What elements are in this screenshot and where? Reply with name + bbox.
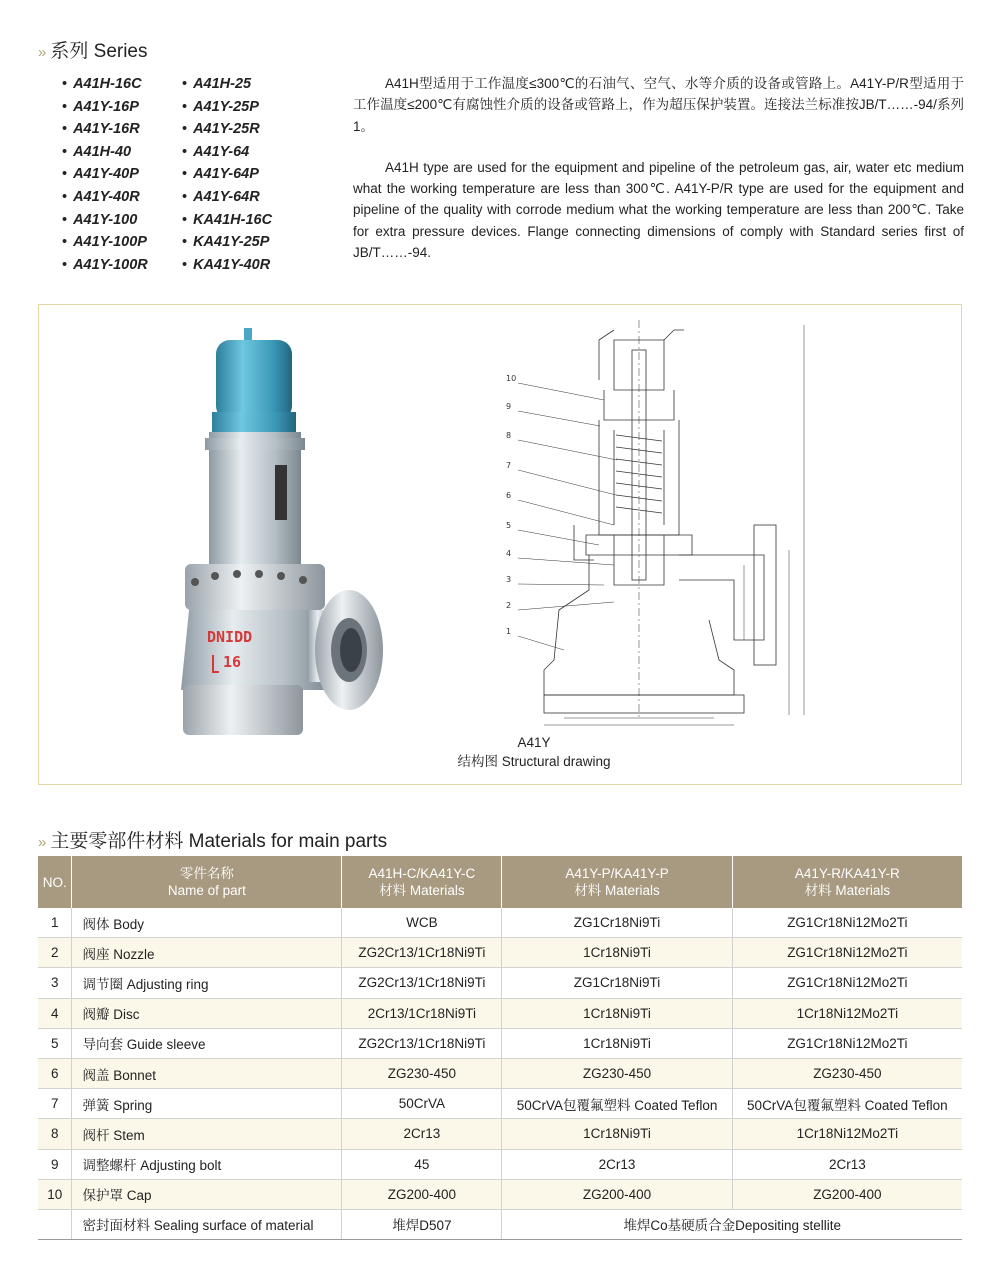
drawing-part-number: 9 xyxy=(506,402,512,411)
materials-heading xyxy=(38,826,387,853)
series-item xyxy=(182,254,272,277)
series-model: A41Y-40R xyxy=(73,188,140,205)
table-row xyxy=(38,1028,962,1058)
part-name: 阀座 Nozzle xyxy=(72,938,342,968)
part-name: 弹簧 Spring xyxy=(72,1089,342,1119)
material-p: 1Cr18Ni9Ti xyxy=(502,1028,732,1058)
series-item xyxy=(62,141,148,164)
material-r: 1Cr18Ni12Mo2Ti xyxy=(732,1119,962,1149)
series-model: A41H-40 xyxy=(73,143,132,160)
series-model: A41Y-40P xyxy=(73,166,139,183)
part-name: 调节圈 Adjusting ring xyxy=(72,968,342,998)
material-r: 50CrVA包覆氟塑料 Coated Teflon xyxy=(732,1089,962,1119)
bullet-icon: • xyxy=(62,76,68,92)
table-row xyxy=(38,968,962,998)
header-col3-materials: 材料 Materials xyxy=(804,883,891,898)
description-en: A41H type are used for the equipment and pipeline of the petroleum gas, air, water etc medium what the working temperature are less than 300℃. A41Y-P/R type are used for the equipment and pipeline of the quality with corrode medium what the working temperature are less than 200℃. Take for extra pressure devices. Flange connecting dimensions of comply with Standard series first of JB/T……-94. xyxy=(353,159,964,261)
part-name: 保护罩 Cap xyxy=(72,1179,342,1209)
drawing-part-number: 5 xyxy=(506,521,512,530)
description xyxy=(353,73,964,263)
series-model: A41Y-16R xyxy=(73,121,140,138)
series-model: KA41Y-25P xyxy=(193,234,270,251)
material-r: ZG230-450 xyxy=(732,1058,962,1088)
table-row xyxy=(38,1089,962,1119)
row-number: 10 xyxy=(38,1179,72,1209)
series-item xyxy=(62,96,148,119)
bullet-icon: • xyxy=(182,188,188,205)
bullet-icon: • xyxy=(182,234,188,251)
drawing-part-number: 3 xyxy=(506,575,512,584)
series-item xyxy=(182,96,272,119)
valve-marking-brand: DNIDD xyxy=(207,628,253,646)
header-col3-model: A41Y-R/KA41Y-R xyxy=(794,866,900,881)
header-col2-materials: 材料 Materials xyxy=(574,883,660,898)
bullet-icon: • xyxy=(182,166,188,183)
material-r: ZG1Cr18Ni12Mo2Ti xyxy=(732,968,962,998)
bullet-icon: • xyxy=(182,143,188,160)
material-r: 2Cr13 xyxy=(732,1149,962,1179)
series-item xyxy=(182,186,272,209)
series-item xyxy=(62,163,148,186)
series-model: A41Y-25R xyxy=(193,121,260,138)
material-p: ZG1Cr18Ni9Ti xyxy=(502,908,732,938)
series-model: A41Y-64R xyxy=(193,188,260,205)
series-model: A41H-16C xyxy=(73,76,142,92)
material-c: 2Cr13/1Cr18Ni9Ti xyxy=(342,998,502,1028)
material-r: ZG1Cr18Ni12Mo2Ti xyxy=(732,908,962,938)
figure-model: A41Y xyxy=(517,735,551,750)
part-name: 密封面材料 Sealing surface of material xyxy=(72,1209,342,1239)
series-model: KA41Y-40R xyxy=(193,256,271,273)
material-p: 2Cr13 xyxy=(502,1149,732,1179)
series-heading-en: Series xyxy=(93,41,148,62)
material-r: ZG1Cr18Ni12Mo2Ti xyxy=(732,1028,962,1058)
drawing-part-number: 4 xyxy=(506,549,512,558)
valve-photo xyxy=(179,320,414,750)
series-item xyxy=(182,118,272,141)
series-model: A41Y-100R xyxy=(73,256,148,273)
drawing-part-number: 1 xyxy=(506,627,512,636)
header-name xyxy=(72,856,342,908)
row-number: 9 xyxy=(38,1149,72,1179)
material-pr: 堆焊Co基硬质合金Depositing stellite xyxy=(502,1209,962,1239)
material-p: 1Cr18Ni9Ti xyxy=(502,1119,732,1149)
row-number: 5 xyxy=(38,1028,72,1058)
material-p: 1Cr18Ni9Ti xyxy=(502,998,732,1028)
material-c: ZG2Cr13/1Cr18Ni9Ti xyxy=(342,938,502,968)
series-model: A41Y-100P xyxy=(73,234,147,251)
table-row xyxy=(38,998,962,1028)
row-number: 8 xyxy=(38,1119,72,1149)
series-item xyxy=(62,254,148,277)
header-name-zh: 零件名称 xyxy=(179,866,234,881)
row-number: 3 xyxy=(38,968,72,998)
materials-heading-zh: 主要零部件材料 xyxy=(50,831,184,852)
material-c: ZG200-400 xyxy=(342,1179,502,1209)
part-name: 导向套 Guide sleeve xyxy=(72,1028,342,1058)
series-item xyxy=(182,141,272,164)
header-col1 xyxy=(342,856,502,908)
material-r: ZG200-400 xyxy=(732,1179,962,1209)
series-list-right xyxy=(182,73,272,276)
material-c: 2Cr13 xyxy=(342,1119,502,1149)
bullet-icon: • xyxy=(62,166,68,183)
series-item xyxy=(62,73,148,96)
header-col1-model: A41H-C/KA41Y-C xyxy=(368,866,476,881)
material-c: 45 xyxy=(342,1149,502,1179)
chevron-right-icon: » xyxy=(38,834,45,851)
header-no: NO. xyxy=(38,856,72,908)
materials-table xyxy=(38,856,962,1240)
chevron-right-icon: » xyxy=(38,44,45,61)
series-item xyxy=(182,209,272,232)
drawing-part-number: 7 xyxy=(506,461,512,470)
series-model: A41Y-25P xyxy=(193,98,259,115)
bullet-icon: • xyxy=(62,98,68,115)
series-item xyxy=(62,209,148,232)
material-c: ZG2Cr13/1Cr18Ni9Ti xyxy=(342,968,502,998)
material-p: ZG200-400 xyxy=(502,1179,732,1209)
drawing-part-number: 6 xyxy=(506,491,512,500)
bullet-icon: • xyxy=(182,98,188,115)
bullet-icon: • xyxy=(62,211,68,228)
figure-caption xyxy=(339,733,729,771)
series-item xyxy=(182,73,272,96)
bullet-icon: • xyxy=(182,121,188,138)
material-p: 50CrVA包覆氟塑料 Coated Teflon xyxy=(502,1089,732,1119)
bullet-icon: • xyxy=(62,121,68,138)
series-item xyxy=(62,118,148,141)
table-header-row xyxy=(38,856,962,908)
material-p: ZG230-450 xyxy=(502,1058,732,1088)
series-item xyxy=(182,163,272,186)
bullet-icon: • xyxy=(182,76,188,92)
material-r: ZG1Cr18Ni12Mo2Ti xyxy=(732,938,962,968)
series-model: A41Y-100 xyxy=(73,211,138,228)
series-item xyxy=(182,231,272,254)
table-row xyxy=(38,1149,962,1179)
row-number: 2 xyxy=(38,938,72,968)
material-c: ZG2Cr13/1Cr18Ni9Ti xyxy=(342,1028,502,1058)
header-col2-model: A41Y-P/KA41Y-P xyxy=(565,866,669,881)
row-number: 7 xyxy=(38,1089,72,1119)
row-number: 1 xyxy=(38,908,72,938)
header-name-en: Name of part xyxy=(167,883,246,898)
bullet-icon: • xyxy=(62,234,68,251)
material-r: 1Cr18Ni12Mo2Ti xyxy=(732,998,962,1028)
header-col1-materials: 材料 Materials xyxy=(379,883,465,898)
row-number xyxy=(38,1209,72,1239)
table-row xyxy=(38,908,962,938)
caption-zh: 结构图 xyxy=(457,754,498,769)
table-row xyxy=(38,1119,962,1149)
material-c: 50CrVA xyxy=(342,1089,502,1119)
bullet-icon: • xyxy=(182,256,188,273)
header-col2 xyxy=(502,856,732,908)
table-row xyxy=(38,938,962,968)
material-c: ZG230-450 xyxy=(342,1058,502,1088)
part-name: 阀盖 Bonnet xyxy=(72,1058,342,1088)
drawing-part-number: 2 xyxy=(506,601,512,610)
material-p: ZG1Cr18Ni9Ti xyxy=(502,968,732,998)
series-heading-zh: 系列 xyxy=(50,41,89,62)
bullet-icon: • xyxy=(62,256,68,273)
bullet-icon: • xyxy=(62,143,68,160)
bullet-icon: • xyxy=(62,188,68,205)
part-name: 阀瓣 Disc xyxy=(72,998,342,1028)
description-zh: A41H型适用于工作温度≤300℃的石油气、空气、水等介质的设备或管路上。A41Y-P/R型适用于工作温度≤200℃有腐蚀性介质的设备或管路上，作为超压保护装置。连接法兰标准按JB/T……-94/系列1。 xyxy=(353,76,964,134)
table-row xyxy=(38,1058,962,1088)
part-name: 调整螺杆 Adjusting bolt xyxy=(72,1149,342,1179)
series-list-left xyxy=(62,73,148,276)
header-col3 xyxy=(732,856,962,908)
series-item xyxy=(62,231,148,254)
material-c: WCB xyxy=(342,908,502,938)
series-model: A41Y-16P xyxy=(73,98,139,115)
series-model: KA41H-16C xyxy=(193,211,273,228)
materials-heading-en: Materials for main parts xyxy=(188,831,388,852)
bullet-icon: • xyxy=(182,211,188,228)
material-c: 堆焊D507 xyxy=(342,1209,502,1239)
series-heading xyxy=(38,36,148,63)
valve-marking-pressure: 16 xyxy=(223,653,242,671)
table-row-sealing xyxy=(38,1209,962,1239)
table-row xyxy=(38,1179,962,1209)
structural-drawing xyxy=(504,320,824,740)
drawing-part-number: 8 xyxy=(506,431,512,440)
series-model: A41Y-64 xyxy=(193,143,250,160)
series-item xyxy=(62,186,148,209)
series-model: A41H-25 xyxy=(193,76,252,92)
row-number: 6 xyxy=(38,1058,72,1088)
material-p: 1Cr18Ni9Ti xyxy=(502,938,732,968)
part-name: 阀体 Body xyxy=(72,908,342,938)
figure-caption-text xyxy=(339,752,729,771)
series-model: A41Y-64P xyxy=(193,166,259,183)
caption-en: Structural drawing xyxy=(501,754,611,769)
figure-box xyxy=(38,304,962,785)
part-name: 阀杆 Stem xyxy=(72,1119,342,1149)
drawing-part-number: 10 xyxy=(506,374,517,383)
row-number: 4 xyxy=(38,998,72,1028)
